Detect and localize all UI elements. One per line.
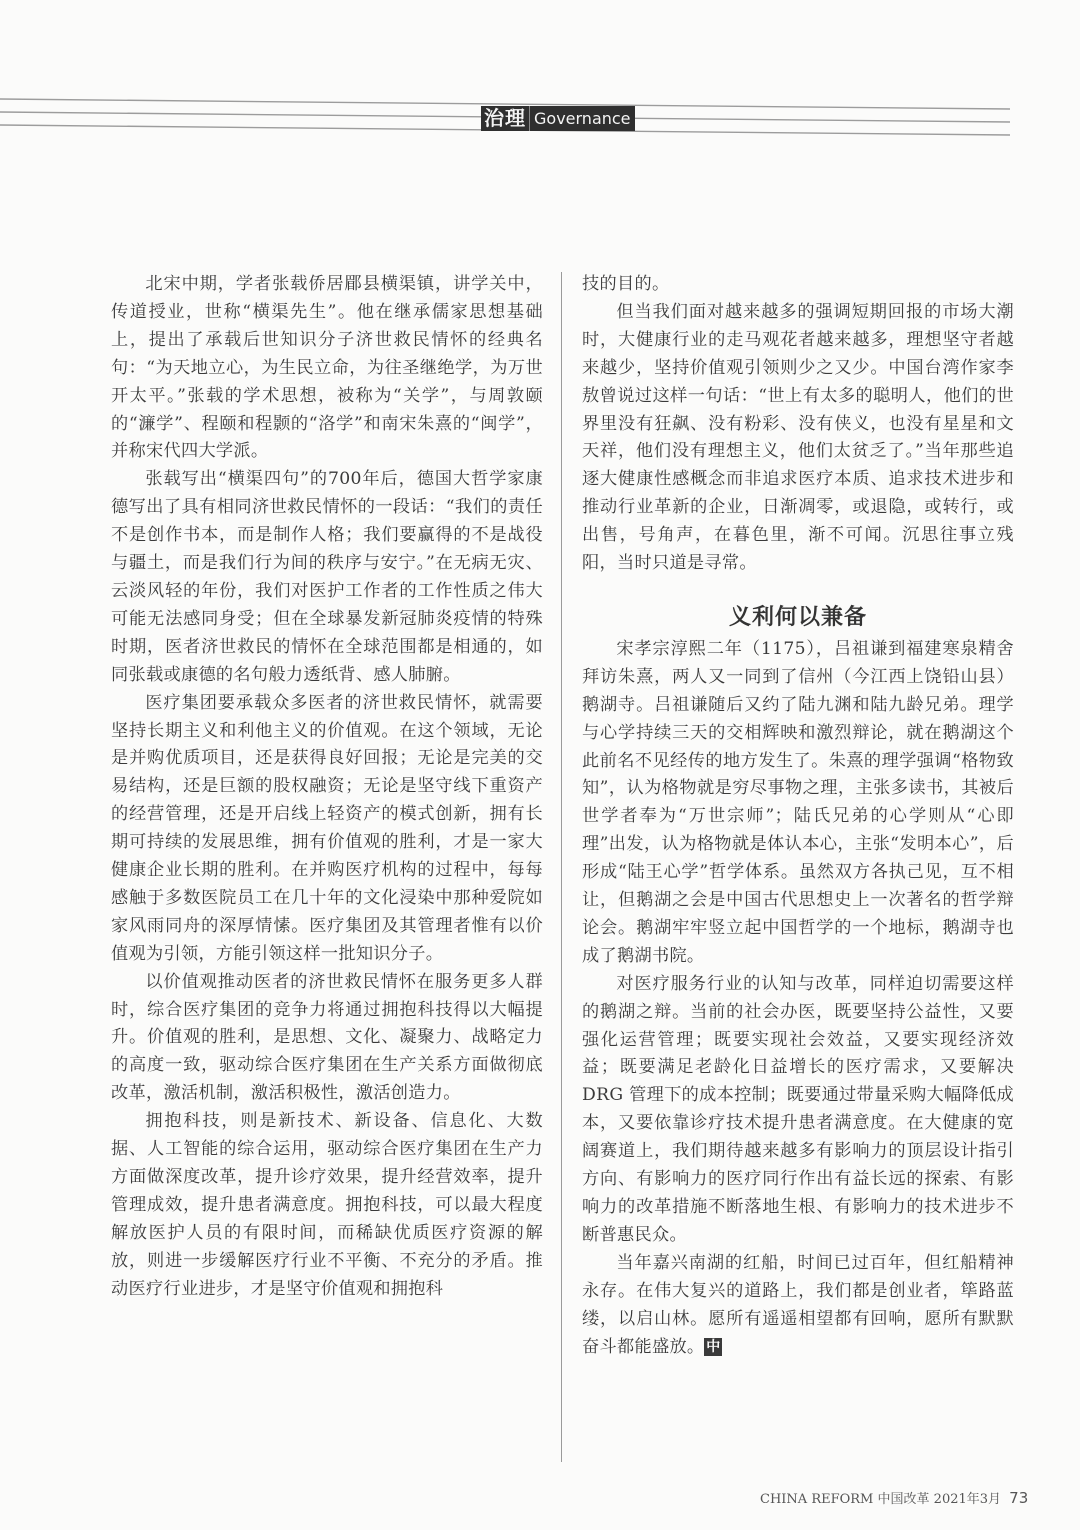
paragraph: 但当我们面对越来越多的强调短期回报的市场大潮时，大健康行业的走马观花者越来越多，理想坚守者越来越少，坚持价值观引领则少之又少。中国台湾作家李敖曾说过这样一句话：“世上有太多的聪明人，他们的世界里没有狂飙、没有粉彩、没有侠义，也没有星星和文天祥，他们没有理想主义，他们太贫乏了。”当年那些追逐大健康性感概念而非追求医疗本质、追求技术进步和推动行业革新的企业，日渐凋零，或退隐，或转行，或出售，号角声，在暮色里，渐不可闻。沉思往事立残阳，当时只道是寻常。 — [582, 301, 1014, 574]
paragraph: 以价值观推动医者的济世救民情怀在服务更多人群时，综合医疗集团的竞争力将通过拥抱科技得以大幅提升。价值观的胜利，是思想、文化、凝聚力、战略定力的高度一致，驱动综合医疗集团在生产关系方面做彻底改革，激活机制，激活积极性，激活创造力。 — [111, 971, 543, 1104]
paragraph-continuation: 技的目的。 — [582, 274, 670, 294]
column-divider — [561, 272, 562, 1462]
paragraph: 拥抱科技，则是新技术、新设备、信息化、大数据、人工智能的综合运用，驱动综合医疗集团在生产力方面做深度改革，提升诊疗效果，提升经营效率，提升管理成效，提升患者满意度。拥抱科技，可以最大程度解放医护人员的有限时间，而稀缺优质医疗资源的解放，则进一步缓解医疗行业不平衡、不充分的矛盾。推动医疗行业进步，才是坚守价值观和拥抱科 — [111, 1111, 543, 1299]
page-footer — [760, 1488, 1028, 1507]
paragraph: 对医疗服务行业的认知与改革，同样迫切需要这样的鹅湖之辩。当前的社会办医，既要坚持公益性，又要强化运营管理；既要实现社会效益，又要实现经济效益；既要满足老龄化日益增长的医疗需求，又要解决 DRG 管理下的成本控制；既要通过带量采购大幅降低成本，又要依靠诊疗技术提升患者满意度。在大健康的宽阔赛道上，我们期待越来越多有影响力的顶层设计指引方向、有影响力的医疗同行作出有益长远的探索、有影响力的改革措施不断落地生根、有影响力的技术进步不断普惠民众。 — [582, 973, 1014, 1245]
end-of-article-icon: 中 — [706, 1338, 721, 1355]
paragraph: 北宋中期，学者张载侨居郿县横渠镇，讲学关中，传道授业，世称“横渠先生”。他在继承儒家思想基础上，提出了承载后世知识分子济世救民情怀的经典名句：“为天地立心，为生民立命，为往圣继绝学，为万世开太平。”张载的学术思想，被称为“关学”，与周敦颐的“濂学”、程颐和程颢的“洛学”和南宋朱熹的“闽学”，并称宋代四大学派。 — [111, 274, 543, 462]
left-column — [111, 271, 543, 1304]
right-column — [582, 271, 1014, 1361]
section-label — [481, 106, 635, 131]
magazine-name-cn: 中国改革 — [877, 1492, 930, 1507]
paragraph-final-text: 当年嘉兴南湖的红船，时间已过百年，但红船精神永存。在伟大复兴的道路上，我们都是创业者，筚路蓝缕，以启山林。愿所有遥遥相望都有回响，愿所有默默奋斗都能盛放。 — [582, 1252, 1014, 1357]
issue-date: 2021年3月 — [933, 1492, 1002, 1507]
paragraph: 宋孝宗淳熙二年（1175），吕祖谦到福建寒泉精舍拜访朱熹，两人又一同到了信州（今江西上饶铅山县）鹅湖寺。吕祖谦随后又约了陆九渊和陆九龄兄弟。理学与心学持续三天的交相辉映和激烈辩论，就在鹅湖这个此前名不见经传的地方发生了。朱熹的理学强调“格物致知”，认为格物就是穷尽事物之理，主张多读书，其被后世学者奉为“万世宗师”；陆氏兄弟的心学则从“心即理”出发，认为格物就是体认本心，主张“发明本心”，后形成“陆王心学”哲学体系。虽然双方各执己见，互不相让，但鹅湖之会是中国古代思想史上一次著名的哲学辩论会。鹅湖牢牢竖立起中国哲学的一个地标，鹅湖寺也成了鹅湖书院。 — [582, 638, 1014, 966]
magazine-name-en: CHINA REFORM — [760, 1492, 874, 1507]
paragraph: 医疗集团要承载众多医者的济世救民情怀，就需要坚持长期主义和利他主义的价值观。在这个领域，无论是并购优质项目，还是获得良好回报；无论是完美的交易结构，还是巨额的股权融资；无论是坚守线下重资产的经营管理，还是开启线上轻资产的模式创新，拥有长期可持续的发展思维，拥有价值观的胜利，才是一家大健康企业长期的胜利。在并购医疗机构的过程中，每每感触于多数医院员工在几十年的文化浸染中那种爱院如家风雨同舟的深厚情愫。医疗集团及其管理者惟有以价值观为引领，方能引领这样一批知识分子。 — [111, 692, 543, 964]
paragraph-final — [582, 1250, 1014, 1362]
section-subheading: 义利何以兼备 — [728, 604, 867, 630]
section-label-cn: 治理 — [484, 106, 530, 131]
page-number: 73 — [1009, 1489, 1029, 1507]
paragraph: 张载写出“横渠四句”的700年后，德国大哲学家康德写出了具有相同济世救民情怀的一段话：“我们的责任不是创作书本，而是制作人格；我们要赢得的不是战役与疆土，而是我们行为间的秩序与安宁。”在无病无灾、云淡风轻的年份，我们对医护工作者的工作性质之伟大可能无法感同身受；但在全球暴发新冠肺炎疫情的特殊时期，医者济世救民的情怀在全球范围都是相通的，如同张载或康德的名句般力透纸背、感人肺腑。 — [111, 469, 543, 685]
section-label-en: Governance — [534, 109, 631, 128]
